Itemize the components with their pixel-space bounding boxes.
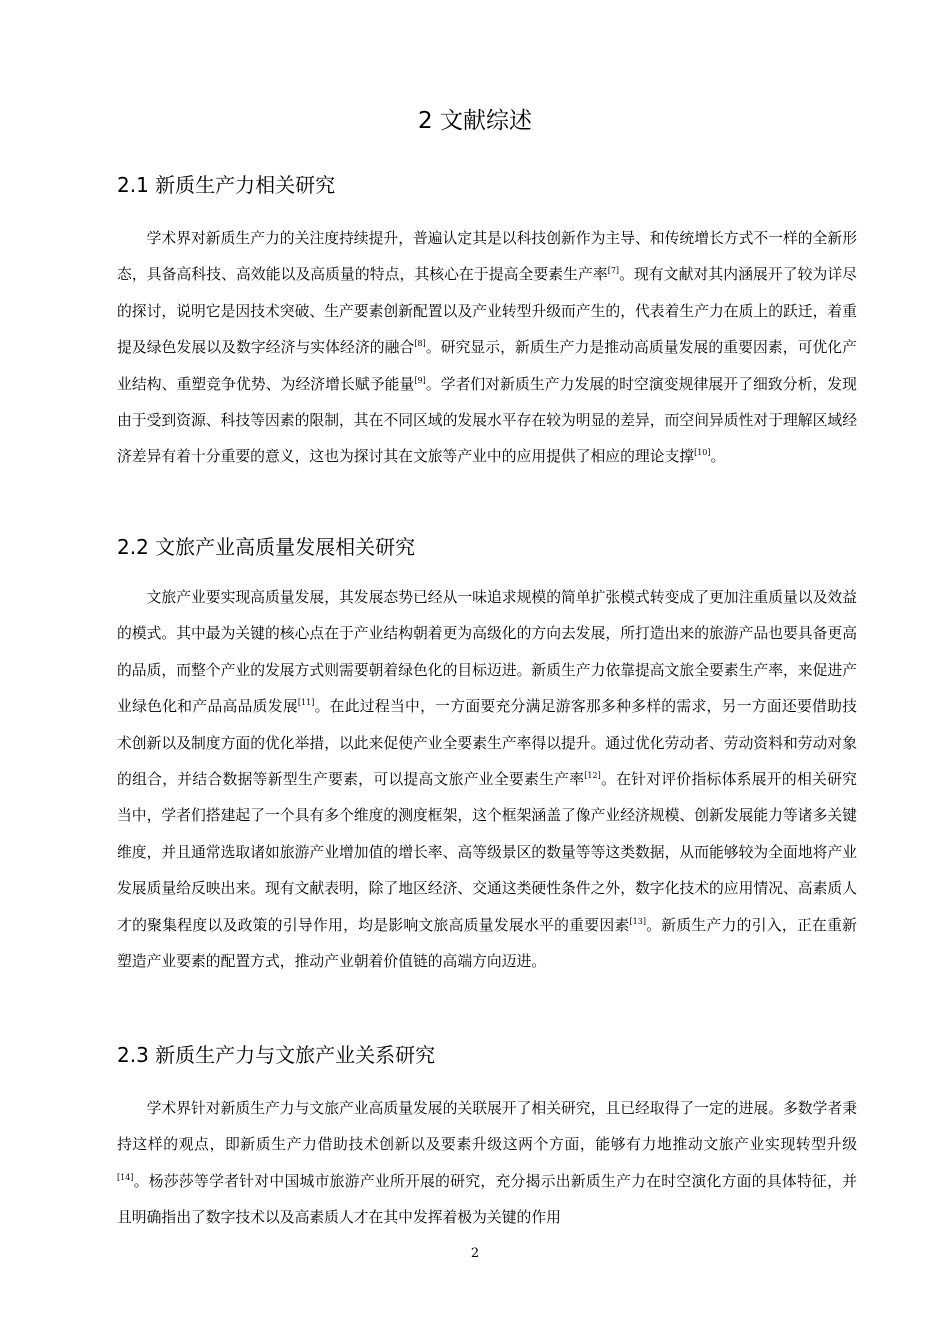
citation-ref: [14] bbox=[117, 1172, 134, 1182]
chapter-title: 2 文献综述 bbox=[418, 108, 532, 134]
section-title-2-3: 2.3 新质生产力与文旅产业关系研究 bbox=[117, 1043, 436, 1067]
citation-ref: [8] bbox=[414, 339, 426, 349]
citation-ref: [9] bbox=[414, 375, 426, 385]
paragraph-text: 。 bbox=[710, 448, 726, 466]
citation-ref: [11] bbox=[297, 698, 315, 708]
paragraph-text: 。在针对评价指标体系展开的相关研究当中，学者们搭建起了一个具有多个维度的测度框架，这个框架涵盖了像产业经济规模、创新发展能力等诸多关键维度，并且通常选取诸如旅游产业增加值的增长率、高等级景区的数量等等这类数据，从而能够较为全面地将产业发展质量给反映出来。现有文献表明，除了地区经济、交通这类硬性条件之外，数字化技术的应用情况、高素质人才的聚集程度以及政策的引导作用，均是影响文旅高质量发展水平的重要因素 bbox=[117, 771, 857, 934]
paragraph-text: 学术界针对新质生产力与文旅产业高质量发展的关联展开了相关研究，且已经取得了一定的进展。多数学者秉持这样的观点，即新质生产力借助技术创新以及要素升级这两个方面，能够有力地推动文旅产业实现转型升级 bbox=[117, 1100, 857, 1154]
paragraph-text: 。研究显示，新质生产力是推动高质量发展的重要因素，可优化产业结构、重塑竞争优势、为经济增长赋予能量 bbox=[117, 339, 857, 393]
paragraph-text: 。在此过程当中，一方面要充分满足游客那多种多样的需求，另一方面还要借助技术创新以及制度方面的优化举措，以此来促使产业全要素生产率得以提升。通过优化劳动者、劳动资料和劳动对象的组合，并结合数据等新型生产要素，可以提高文旅产业全要素生产率 bbox=[117, 698, 857, 789]
citation-ref: [7] bbox=[607, 266, 620, 276]
page-number: 2 bbox=[470, 1246, 480, 1261]
paragraph-text: 。学者们对新质生产力发展的时空演变规律展开了细致分析，发现由于受到资源、科技等因素的限制，其在不同区域的发展水平存在较为明显的差异，而空间异质性对于理解区域经济差异有着十分重要的意义，这也为探讨其在文旅等产业中的应用提供了相应的理论支撑 bbox=[117, 375, 857, 466]
section-title-2-2: 2.2 文旅产业高质量发展相关研究 bbox=[117, 535, 416, 559]
section-paragraph-2-1 bbox=[117, 221, 857, 476]
paragraph-text: 学术界对新质生产力的关注度持续提升，普遍认定其是以科技创新作为主导、和传统增长方式不一样的全新形态，具备高科技、高效能以及高质量的特点，其核心在于提高全要素生产率 bbox=[117, 230, 857, 284]
paragraph-text: 。新质生产力的引入，正在重新塑造产业要素的配置方式，推动产业朝着价值链的高端方向迈进。 bbox=[117, 916, 857, 971]
paragraph-text: 。现有文献对其内涵展开了较为详尽的探讨，说明它是因技术突破、生产要素创新配置以及产业转型升级而产生的，代表着生产力在质上的跃迁，着重提及绿色发展以及数字经济与实体经济的融合 bbox=[117, 266, 857, 357]
section-paragraph-2-3 bbox=[117, 1091, 857, 1237]
paragraph-text: 。杨莎莎等学者针对中国城市旅游产业所开展的研究，充分揭示出新质生产力在时空演化方面的具体特征，并且明确指出了数字技术以及高素质人才在其中发挥着极为关键的作用 bbox=[117, 1172, 857, 1227]
citation-ref: [10] bbox=[694, 448, 711, 458]
section-paragraph-2-2 bbox=[117, 580, 857, 980]
citation-ref: [13] bbox=[629, 916, 646, 926]
section-title-2-1: 2.1 新质生产力相关研究 bbox=[117, 173, 336, 197]
paragraph-text: 文旅产业要实现高质量发展，其发展态势已经从一味追求规模的简单扩张模式转变成了更加注重质量以及效益的模式。其中最为关键的核心点在于产业结构朝着更为高级化的方向去发展，所打造出来的旅游产品也要具备更高的品质，而整个产业的发展方式则需要朝着绿色化的目标迈进。新质生产力依靠提高文旅全要素生产率，来促进产业绿色化和产品高品质发展 bbox=[117, 589, 857, 716]
citation-ref: [12] bbox=[584, 771, 601, 781]
